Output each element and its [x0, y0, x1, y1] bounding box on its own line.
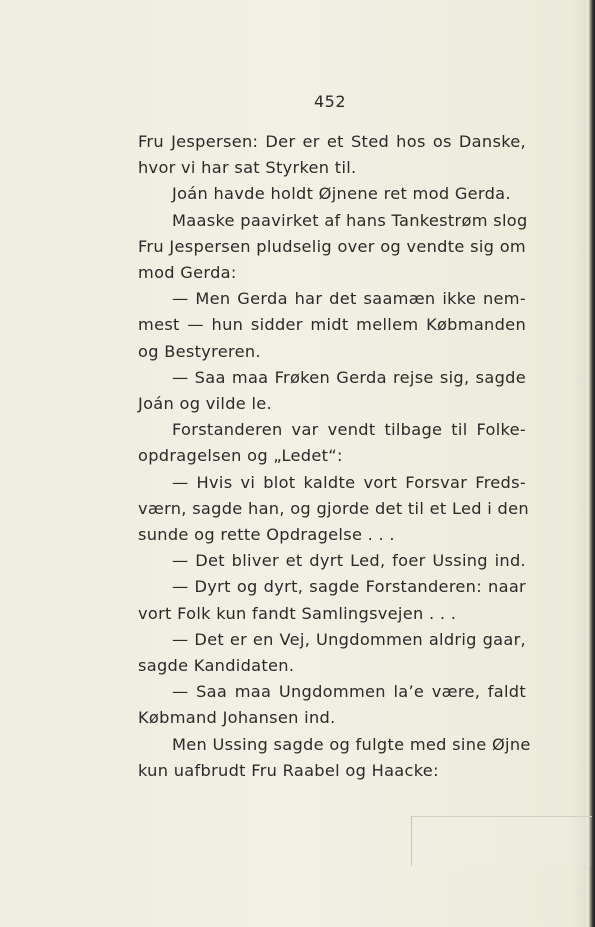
- text-line: — Det bliver et dyrt Led, foer Ussing ind.: [172, 551, 526, 571]
- text-line: og Bestyreren.: [138, 341, 261, 361]
- text-line: — Saa maa Ungdommen la’e være, faldt: [172, 682, 526, 702]
- text-line: mest — hun sidder midt mellem Købmanden: [138, 315, 526, 335]
- text-line: kun uafbrudt Fru Raabel og Haacke:: [138, 760, 439, 780]
- text-line: Forstanderen var vendt tilbage til Folke-: [172, 420, 526, 440]
- body-text: [138, 129, 531, 784]
- text-line: Men Ussing sagde og fulgte med sine Øjne: [172, 734, 531, 754]
- text-line: Købmand Johansen ind.: [138, 708, 336, 728]
- text-line: Joán og vilde le.: [138, 394, 272, 414]
- text-line: sunde og rette Opdragelse . . .: [138, 525, 395, 545]
- page-number: 452: [313, 92, 347, 111]
- paper-label-outline: [411, 816, 592, 866]
- text-line: — Men Gerda har det saamæn ikke nem-: [172, 289, 526, 309]
- text-line: — Det er en Vej, Ungdommen aldrig gaar,: [172, 629, 526, 649]
- text-line: Fru Jespersen pludselig over og vendte sig om: [138, 236, 526, 256]
- text-line: — Dyrt og dyrt, sagde Forstanderen: naar: [172, 577, 526, 597]
- text-line: Joán havde holdt Øjnene ret mod Gerda.: [172, 184, 511, 204]
- text-line: opdragelsen og „Ledet“:: [138, 446, 343, 466]
- text-line: — Hvis vi blot kaldte vort Forsvar Freds-: [172, 472, 526, 492]
- text-line: — Saa maa Frøken Gerda rejse sig, sagde: [172, 367, 526, 387]
- text-line: vort Folk kun fandt Samlingsvejen . . .: [138, 603, 457, 623]
- page-edge-shadow: [589, 0, 595, 927]
- text-line: mod Gerda:: [138, 263, 237, 283]
- text-line: sagde Kandidaten.: [138, 656, 295, 676]
- text-line: hvor vi har sat Styrken til.: [138, 158, 357, 178]
- text-line: Maaske paavirket af hans Tankestrøm slog: [172, 210, 528, 230]
- text-line: værn, sagde han, og gjorde det til et Led i den: [138, 498, 529, 518]
- text-line: Fru Jespersen: Der er et Sted hos os Danske,: [138, 132, 526, 151]
